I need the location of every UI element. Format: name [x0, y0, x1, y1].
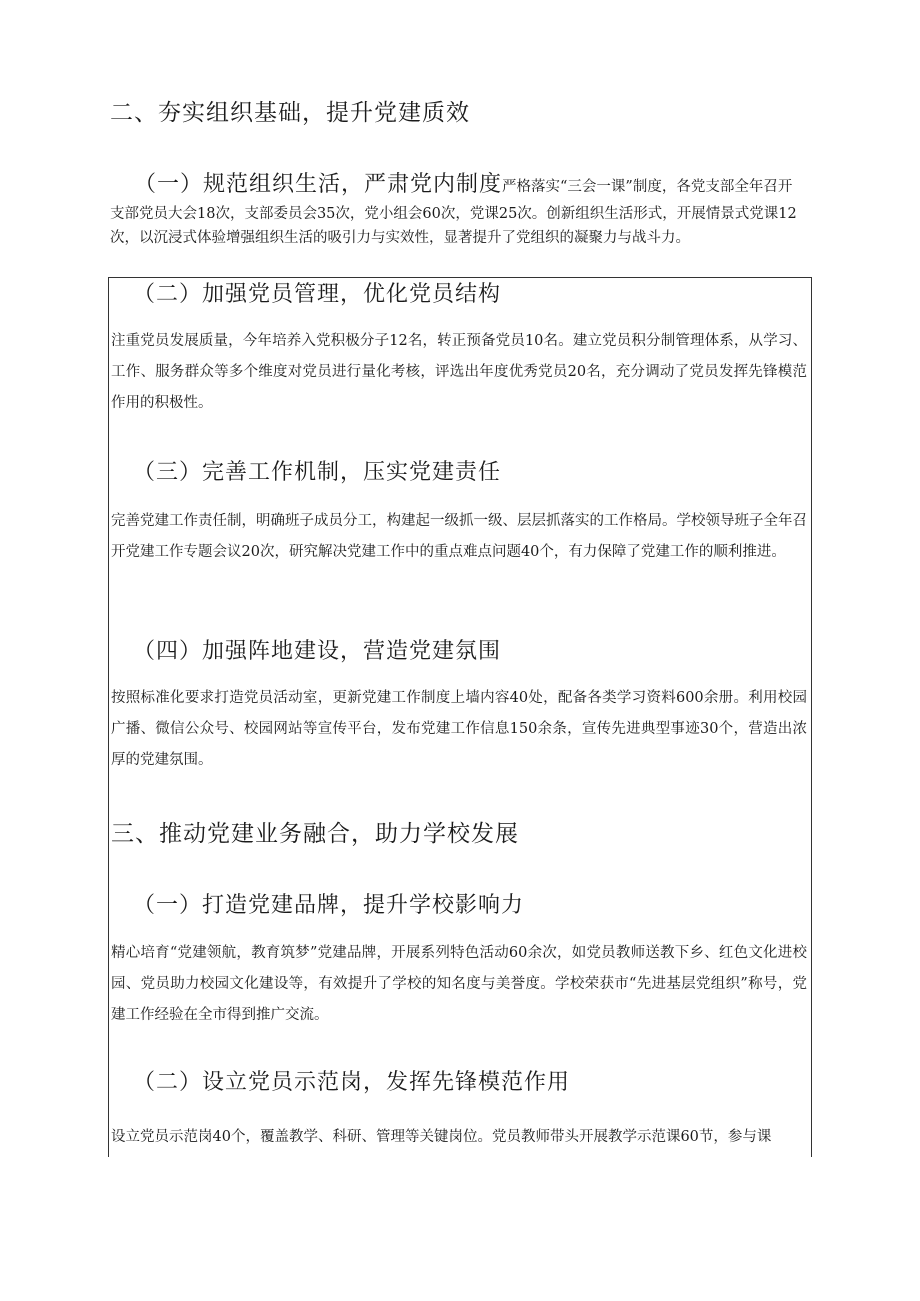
sub-1-inline-text: 严格落实“三会一课”制度，各党支部全年召开 — [502, 179, 793, 195]
section-2-title: 二、夯实组织基础，提升党建质效 — [110, 100, 470, 126]
sub-3-heading: （三）完善工作机制，压实党建责任 — [133, 460, 502, 485]
section-3-sub-1-text: 精心培育“党建领航，教育筑梦”党建品牌，开展系列特色活动60余次，如党员教师送教下乡、红色文化进校园、党员助力校园文化建设等，有效提升了学校的知名度与美誉度。学校荣获市“先进基层党组织”称号，党建工作经验在全市得到推广交流。 — [111, 945, 807, 1023]
sub-1-text-line-1: 支部党员大会18次，支部委员会35次，党小组会60次，党课25次。创新组织生活形式，开展情景式党课12 — [110, 206, 797, 222]
section-2-sub-1 — [110, 168, 812, 250]
sub-4-heading: （四）加强阵地建设，营造党建氛围 — [133, 639, 502, 664]
section-3-sub-2-heading: （二）设立党员示范岗，发挥先锋模范作用 — [133, 1070, 571, 1095]
section-3-sub-1-heading: （一）打造党建品牌，提升学校影响力 — [133, 893, 525, 918]
section-3-title: 三、推动党建业务融合，助力学校发展 — [111, 821, 519, 847]
content-table-cell — [108, 277, 812, 1157]
sub-2-heading: （二）加强党员管理，优化党员结构 — [133, 282, 502, 307]
sub-1-heading: （一）规范组织生活，严肃党内制度 — [134, 172, 503, 197]
section-3-sub-2-text: 设立党员示范岗40个，覆盖教学、科研、管理等关键岗位。党员教师带头开展教学示范课60节，参与课 — [111, 1129, 772, 1145]
sub-4-text: 按照标准化要求打造党员活动室，更新党建工作制度上墙内容40处，配备各类学习资料600余册。利用校园广播、微信公众号、校园网站等宣传平台，发布党建工作信息150余条，宣传先进典型事迹30个，营造出浓厚的党建氛围。 — [111, 690, 807, 768]
sub-3-text: 完善党建工作责任制，明确班子成员分工，构建起一级抓一级、层层抓落实的工作格局。学校领导班子全年召开党建工作专题会议20次，研究解决党建工作中的重点难点问题40个，有力保障了党建工作的顺利推进。 — [111, 513, 807, 560]
sub-1-text-line-2: 次，以沉浸式体验增强组织生活的吸引力与实效性，显著提升了党组织的凝聚力与战斗力。 — [110, 230, 690, 246]
sub-2-text: 注重党员发展质量，今年培养入党积极分子12名，转正预备党员10名。建立党员积分制管理体系，从学习、工作、服务群众等多个维度对党员进行量化考核，评选出年度优秀党员20名，充分调动了党员发挥先锋模范作用的积极性。 — [111, 333, 807, 411]
